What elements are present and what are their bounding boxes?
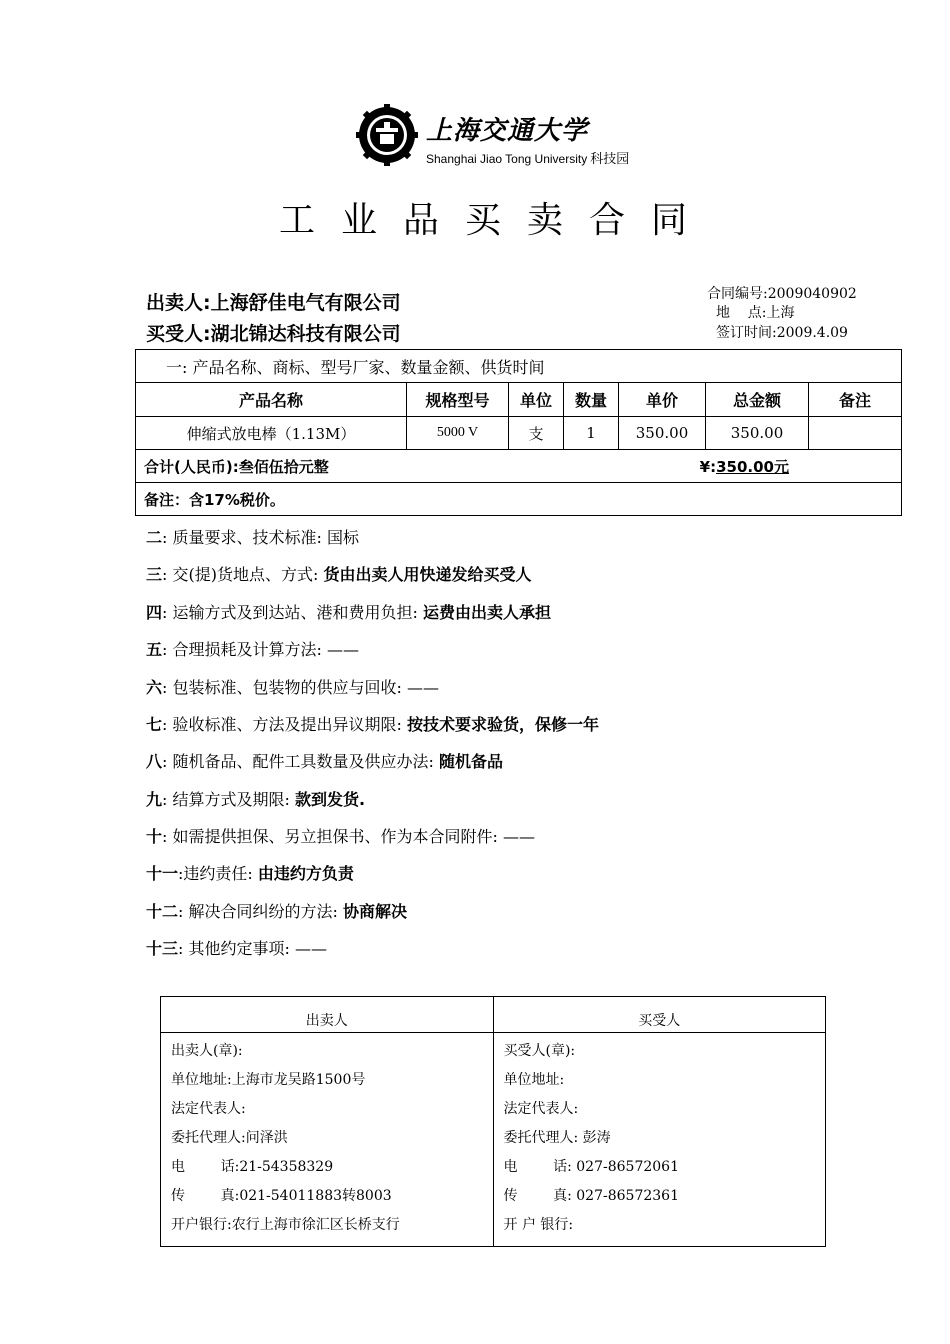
note-row xyxy=(136,483,902,516)
clause-text: :违约责任: xyxy=(178,864,258,883)
total-cell xyxy=(136,450,902,483)
product-table xyxy=(135,349,902,516)
clause-value: 款到发货. xyxy=(294,790,366,809)
logo-english-text: Shanghai Jiao Tong University xyxy=(426,152,588,166)
clause-number: 五 xyxy=(146,640,163,659)
table-cell: 伸缩式放电棒（1.13M） xyxy=(136,417,407,450)
clause-number: 六 xyxy=(146,678,163,697)
column-header: 产品名称 xyxy=(136,383,407,417)
clause-text: : 合理损耗及计算方法: —— xyxy=(162,640,359,659)
clause-item xyxy=(146,787,365,810)
buyer-details xyxy=(493,1033,826,1247)
clause-item xyxy=(146,600,551,623)
clause-item xyxy=(146,749,503,772)
buyer-agent-line: 委托代理人: 彭涛 xyxy=(503,1130,611,1146)
contract-location: 地 点:上海 xyxy=(716,305,795,321)
logo-suffix: 科技园 xyxy=(590,152,630,167)
gear-emblem-icon xyxy=(356,104,418,166)
table-header-row xyxy=(136,383,902,417)
clause-value: 货由出卖人用快递发给买受人 xyxy=(323,565,532,584)
clause-number: 九 xyxy=(146,790,163,809)
buyer-column-header: 买受人 xyxy=(493,997,826,1033)
column-header: 总金额 xyxy=(706,383,809,417)
buyer-stamp-line: 买受人(章): xyxy=(503,1043,576,1059)
table-cell: 1 xyxy=(564,417,619,450)
clause-item xyxy=(146,525,359,548)
clause-number: 八 xyxy=(146,752,163,771)
clause-item xyxy=(146,899,407,922)
logo-chinese-name: 上海交通大学 xyxy=(426,116,589,146)
clause-text: : 运输方式及到达站、港和费用负担: xyxy=(162,603,423,622)
clause-item xyxy=(146,936,327,959)
total-prefix: ¥: xyxy=(699,457,717,476)
clause-number: 十二 xyxy=(146,902,179,921)
clause-value: 随机备品 xyxy=(438,752,503,771)
clause-value: 运费由出卖人承担 xyxy=(422,603,551,622)
seller-bank-line: 开户银行:农行上海市徐汇区长桥支行 xyxy=(171,1217,400,1233)
clause-item xyxy=(146,861,354,884)
seller-name: 出卖人:上海舒佳电气有限公司 xyxy=(146,292,401,314)
table-cell: 5000 V xyxy=(407,417,509,450)
clause-item xyxy=(146,712,599,735)
total-amount xyxy=(700,456,789,477)
clause-value: 由违约方负责 xyxy=(257,864,354,883)
table-cell: 350.00 xyxy=(706,417,809,450)
note-cell: 备注：含17%税价。 xyxy=(136,483,902,516)
seller-column-header: 出卖人 xyxy=(161,997,494,1033)
column-header: 单位 xyxy=(509,383,564,417)
clause-text: : 随机备品、配件工具数量及供应办法: xyxy=(162,752,439,771)
contract-number: 合同编号:2009040902 xyxy=(707,286,857,302)
total-row xyxy=(136,450,902,483)
buyer-bank-line: 开 户 银行: xyxy=(503,1217,574,1233)
buyer-address-line: 单位地址: xyxy=(503,1072,565,1088)
seller-details xyxy=(161,1033,494,1247)
table-cell xyxy=(809,417,902,450)
total-label: 合计(人民币):叁佰伍拾元整 xyxy=(144,457,329,476)
column-header: 规格型号 xyxy=(407,383,509,417)
clause-number: 四 xyxy=(146,603,163,622)
clause-text: : 验收标准、方法及提出异议期限: xyxy=(162,715,407,734)
clause-number: 二 xyxy=(146,528,163,547)
section-one-title: 一: 产品名称、商标、型号厂家、数量金额、供货时间 xyxy=(136,350,902,383)
seller-stamp-line: 出卖人(章): xyxy=(171,1043,243,1059)
clause-number: 七 xyxy=(146,715,163,734)
buyer-name: 买受人:湖北锦达科技有限公司 xyxy=(146,323,401,345)
clause-text: : 其他约定事项: —— xyxy=(178,939,327,958)
total-value: 350.00元 xyxy=(716,457,789,476)
buyer-phone-line: 电 话: 027-86572061 xyxy=(503,1159,679,1175)
clause-text: : 解决合同纠纷的方法: xyxy=(178,902,343,921)
logo-english-name xyxy=(426,148,629,167)
clause-value: 按技术要求验货，保修一年 xyxy=(406,715,599,734)
clause-value: 协商解决 xyxy=(342,902,407,921)
clause-item xyxy=(146,675,439,698)
clause-number: 十 xyxy=(146,827,163,846)
column-header: 单价 xyxy=(619,383,706,417)
clause-text: : 如需提供担保、另立担保书、作为本合同附件: —— xyxy=(162,827,535,846)
sign-date: 签订时间:2009.4.09 xyxy=(716,325,848,341)
clause-number: 三 xyxy=(146,565,163,584)
buyer-fax-line: 传 真: 027-86572361 xyxy=(503,1188,679,1204)
column-header: 数量 xyxy=(564,383,619,417)
clause-text: : 包装标准、包装物的供应与回收: —— xyxy=(162,678,439,697)
university-logo xyxy=(356,104,646,170)
clause-item xyxy=(146,824,535,847)
table-cell: 350.00 xyxy=(619,417,706,450)
clause-item xyxy=(146,562,531,585)
clause-text: : 交(提)货地点、方式: xyxy=(162,565,324,584)
column-header: 备注 xyxy=(809,383,902,417)
signature-table xyxy=(160,996,826,1247)
clause-item xyxy=(146,637,359,660)
table-row xyxy=(136,417,902,450)
seller-legal-rep-line: 法定代表人: xyxy=(171,1101,246,1117)
clause-number: 十三 xyxy=(146,939,179,958)
document-title: 工业品买卖合同 xyxy=(278,200,713,241)
buyer-legal-rep-line: 法定代表人: xyxy=(503,1101,579,1117)
clause-text: : 结算方式及期限: xyxy=(162,790,295,809)
clause-text: : 质量要求、技术标准: 国标 xyxy=(162,528,359,547)
seller-address-line: 单位地址:上海市龙吴路1500号 xyxy=(171,1072,366,1088)
seller-fax-line: 传 真:021-54011883转8003 xyxy=(171,1188,392,1204)
seller-agent-line: 委托代理人:问泽洪 xyxy=(171,1130,288,1146)
seller-phone-line: 电 话:21-54358329 xyxy=(171,1159,334,1175)
table-cell: 支 xyxy=(509,417,564,450)
clause-number: 十一 xyxy=(146,864,179,883)
